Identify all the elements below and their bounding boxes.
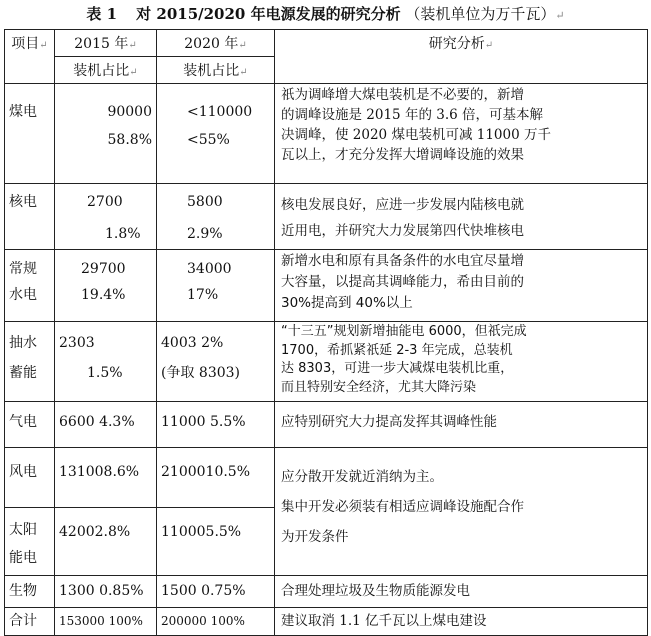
row-2015: 6600 4.3% (55, 402, 157, 448)
row-2020: 5800 2.9% (157, 184, 275, 250)
row-2015: 131008.6% (55, 448, 157, 508)
power-source-table (4, 29, 648, 636)
row-2020: 4003 2% (争取 8303) (157, 322, 275, 402)
row-name: 气电 (5, 402, 55, 448)
table-row (5, 84, 648, 184)
row-name: 太阳 能电 (5, 508, 55, 576)
row-analysis: 应分散开发就近消纳为主。 集中开发必须装有相适应调峰设施配合作 为开发条件 (275, 448, 648, 576)
row-2020: 200000 100% (157, 608, 275, 636)
table-row (5, 448, 648, 508)
row-2020: 11000 5.5% (157, 402, 275, 448)
caption-title: 对 2015/2020 年电源发展的研究分析 (136, 5, 401, 23)
row-analysis: 祇为调峰增大煤电装机是不必要的，新增 的调峰设施是 2015 年的 3.6 倍，可基本解 决调峰，使 2020 煤电装机可减 11000 万千 瓦以上，才充分发挥大增调峰设施的效果 (275, 84, 648, 184)
caption-unit: （装机单位为万千瓦） (405, 5, 556, 23)
row-name: 核电 (5, 184, 55, 250)
table-row (5, 184, 648, 250)
subheader-2020: 装机占比↵ (157, 57, 275, 84)
row-2015: 90000 58.8% (55, 84, 157, 184)
row-2015: 2700 1.8% (55, 184, 157, 250)
row-2015: 1300 0.85% (55, 576, 157, 608)
table-row (5, 322, 648, 402)
row-2015: 29700 19.4% (55, 250, 157, 322)
row-2020: <110000 <55% (157, 84, 275, 184)
header-2015: 2015 年↵ (55, 30, 157, 57)
subheader-2015: 装机占比↵ (55, 57, 157, 84)
row-analysis: 核电发展良好，应进一步发展内陆核电就 近用电，并研究大力发展第四代快堆核电 (275, 184, 648, 250)
row-2020: 1500 0.75% (157, 576, 275, 608)
header-analysis: 研究分析↵ (275, 30, 648, 84)
row-2020: 110005.5% (157, 508, 275, 576)
table-row (5, 402, 648, 448)
row-analysis: 新增水电和原有具备条件的水电宜尽量增 大容量，以提高其调峰能力，希由目前的 30%提高到 40%以上 (275, 250, 648, 322)
row-analysis: 合理处理垃圾及生物质能源发电 (275, 576, 648, 608)
row-2020: 34000 17% (157, 250, 275, 322)
row-analysis: 应特别研究大力提高发挥其调峰性能 (275, 402, 648, 448)
paragraph-mark-icon: ↵ (555, 9, 565, 22)
table-row (5, 608, 648, 636)
row-name: 合计 (5, 608, 55, 636)
caption-label: 表 1 (86, 5, 118, 23)
row-2015: 2303 1.5% (55, 322, 157, 402)
row-name: 风电 (5, 448, 55, 508)
row-2015: 153000 100% (55, 608, 157, 636)
table-row (5, 250, 648, 322)
table-caption (0, 0, 651, 28)
row-name: 煤电 (5, 84, 55, 184)
row-name: 常规 水电 (5, 250, 55, 322)
row-2020: 2100010.5% (157, 448, 275, 508)
row-name: 抽水 蓄能 (5, 322, 55, 402)
row-analysis: 建议取消 1.1 亿千瓦以上煤电建设 (275, 608, 648, 636)
row-analysis: “十三五”规划新增抽能电 6000，但祇完成 1700，希抓紧祇延 2-3 年完成，总装机 达 8303，可进一步大减煤电装机比重， 而且特别安全经济，尤其大降污染 (275, 322, 648, 402)
table-row (5, 576, 648, 608)
table-header-row (5, 30, 648, 57)
header-2020: 2020 年↵ (157, 30, 275, 57)
row-2015: 42002.8% (55, 508, 157, 576)
header-item: 项目↵ (5, 30, 55, 84)
row-name: 生物 (5, 576, 55, 608)
